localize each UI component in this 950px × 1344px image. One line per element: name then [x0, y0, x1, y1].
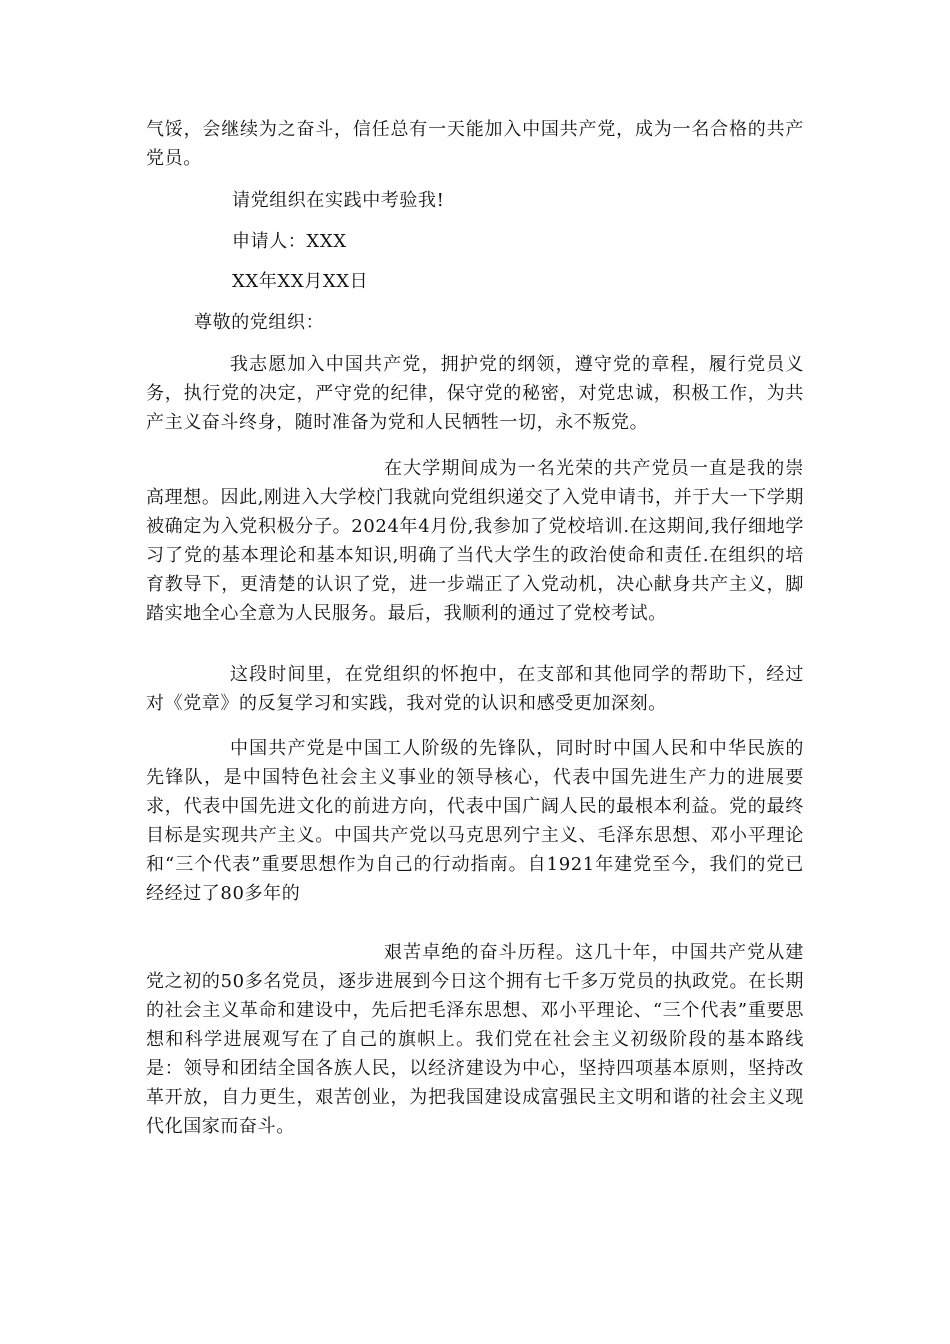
body-paragraph-1: 我志愿加入中国共产党，拥护党的纲领，遵守党的章程，履行党员义务，执行党的决定，严守党的纪律，保守党的秘密，对党忠诚，积极工作，为共产主义奋斗终身，随时准备为党和人民牺牲一切，永不叛党。 — [146, 354, 804, 433]
body-paragraph-2: 在大学期间成为一名光荣的共产党员一直是我的崇高理想。因此,刚进入大学校门我就向党组织递交了入党申请书，并于大一下学期被确定为入党积极分子。2024年4月份,我参加了党校培训.在这期间,我仔细地学习了党的基本理论和基本知识,明确了当代大学生的政治使命和责任.在组织的培育教导下，更清楚的认识了党，进一步端正了入党动机，决心献身共产主义，脚踏实地全心全意为人民服务。最后，我顺利的通过了党校考试。 — [146, 458, 804, 624]
letter-salutation: 尊敬的党组织： — [194, 312, 325, 333]
body-paragraph-3: 这段时间里，在党组织的怀抱中，在支部和其他同学的帮助下，经过对《党章》的反复学习和实践，我对党的认识和感受更加深刻。 — [146, 664, 804, 714]
date-line: XX年XX月XX日 — [232, 271, 369, 292]
continuation-paragraph: 气馁，会继续为之奋斗，信任总有一天能加入中国共产党，成为一名合格的共产党员。 — [146, 119, 804, 169]
body-paragraph-5: 艰苦卓绝的奋斗历程。这几十年，中国共产党从建党之初的50多名党员，逐步进展到今日这个拥有七千多万党员的执政党。在长期的社会主义革命和建设中，先后把毛泽东思想、邓小平理论、“三个代表”重要思想和科学进展观写在了自己的旗帜上。我们党在社会主义初级阶段的基本路线是：领导和团结全国各族人民，以经济建设为中心，坚持四项基本原则，坚持改革开放，自力更生，艰苦创业，为把我国建设成富强民主文明和谐的社会主义现代化国家而奋斗。 — [146, 942, 804, 1137]
body-paragraph-4: 中国共产党是中国工人阶级的先锋队，同时时中国人民和中华民族的先锋队，是中国特色社会主义事业的领导核心，代表中国先进生产力的进展要求，代表中国先进文化的前进方向，代表中国广阔人民的最根本利益。党的最终目标是实现共产主义。中国共产党以马克思列宁主义、毛泽东思想、邓小平理论和“三个代表”重要思想作为自己的行动指南。自1921年建党至今，我们的党已经经过了80多年的 — [146, 738, 804, 904]
applicant-line: 申请人：XXX — [232, 231, 347, 252]
closing-request: 请党组织在实践中考验我! — [232, 190, 445, 211]
